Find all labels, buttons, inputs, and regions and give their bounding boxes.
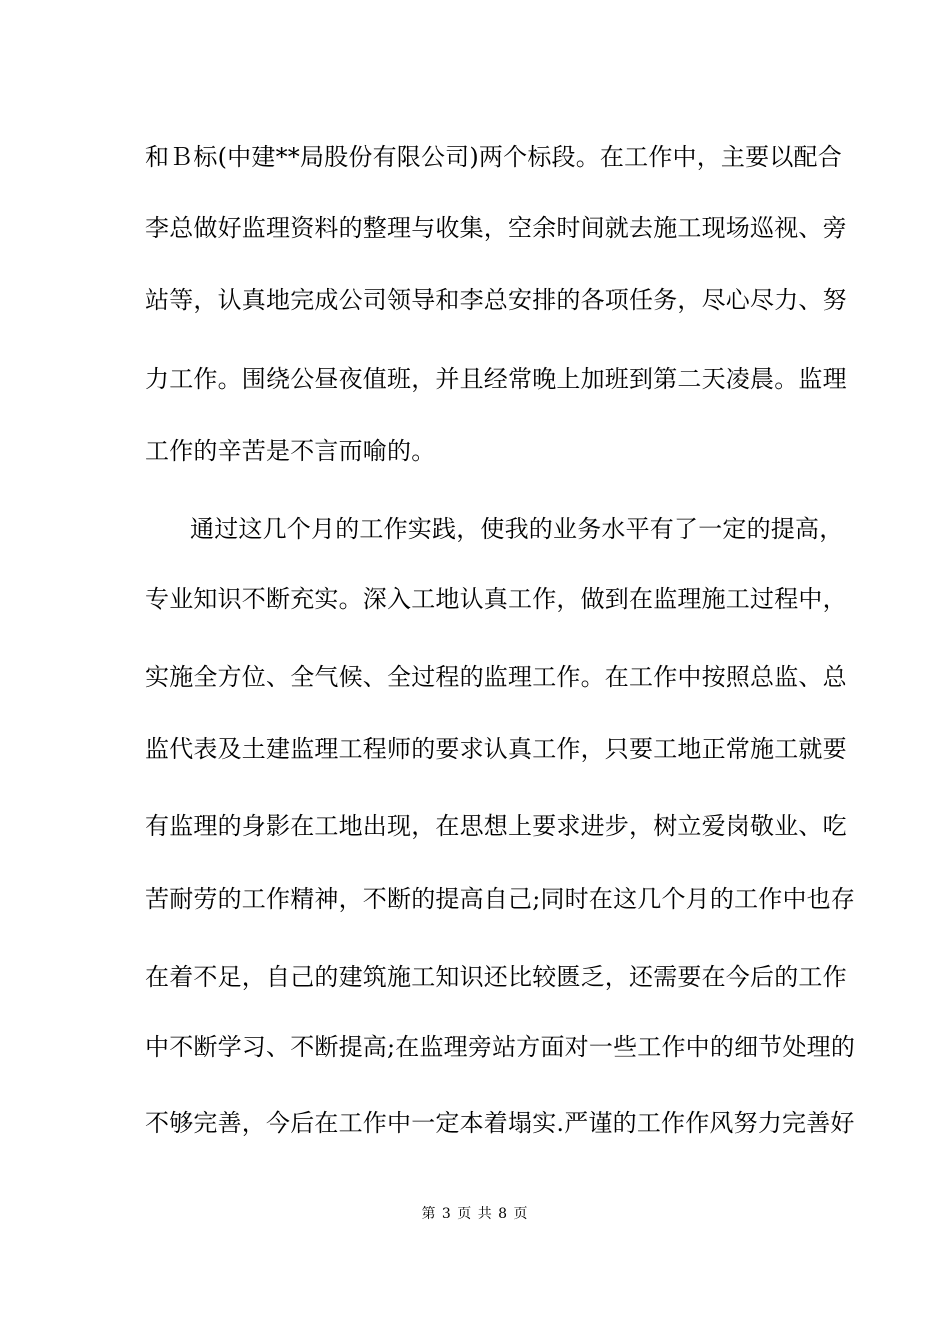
text-line: 不够完善，今后在工作中一定本着塌实.严谨的工作作风努力完善好	[145, 1109, 855, 1137]
text-line: 工作的辛苦是不言而喻的。	[145, 437, 436, 465]
text-line: 有监理的身影在工地出现，在思想上要求进步，树立爱岗敬业、吃	[145, 812, 847, 840]
text-line: 通过这几个月的工作实践，使我的业务水平有了一定的提高，	[190, 515, 844, 543]
text-line: 站等，认真地完成公司领导和李总安排的各项任务，尽心尽力、努	[145, 286, 847, 314]
text-line: 监代表及土建监理工程师的要求认真工作，只要工地正常施工就要	[145, 735, 847, 763]
text-line: 在着不足，自己的建筑施工知识还比较匮乏，还需要在今后的工作	[145, 963, 847, 991]
text-line: 和Ｂ标(中建**局股份有限公司)两个标段。在工作中，主要以配合	[145, 143, 842, 171]
text-line: 专业知识不断充实。深入工地认真工作，做到在监理施工过程中，	[145, 585, 847, 613]
text-line: 实施全方位、全气候、全过程的监理工作。在工作中按照总监、总	[145, 663, 847, 691]
text-line: 力工作。围绕公昼夜值班，并且经常晚上加班到第二天凌晨。监理	[145, 365, 847, 393]
text-line: 李总做好监理资料的整理与收集，空余时间就去施工现场巡视、旁	[145, 214, 847, 242]
page-number: 第 3 页 共 8 页	[421, 1206, 529, 1222]
text-line: 苦耐劳的工作精神，不断的提高自己;同时在这几个月的工作中也存	[145, 885, 856, 913]
text-line: 中不断学习、不断提高;在监理旁站方面对一些工作中的细节处理的	[145, 1033, 856, 1061]
